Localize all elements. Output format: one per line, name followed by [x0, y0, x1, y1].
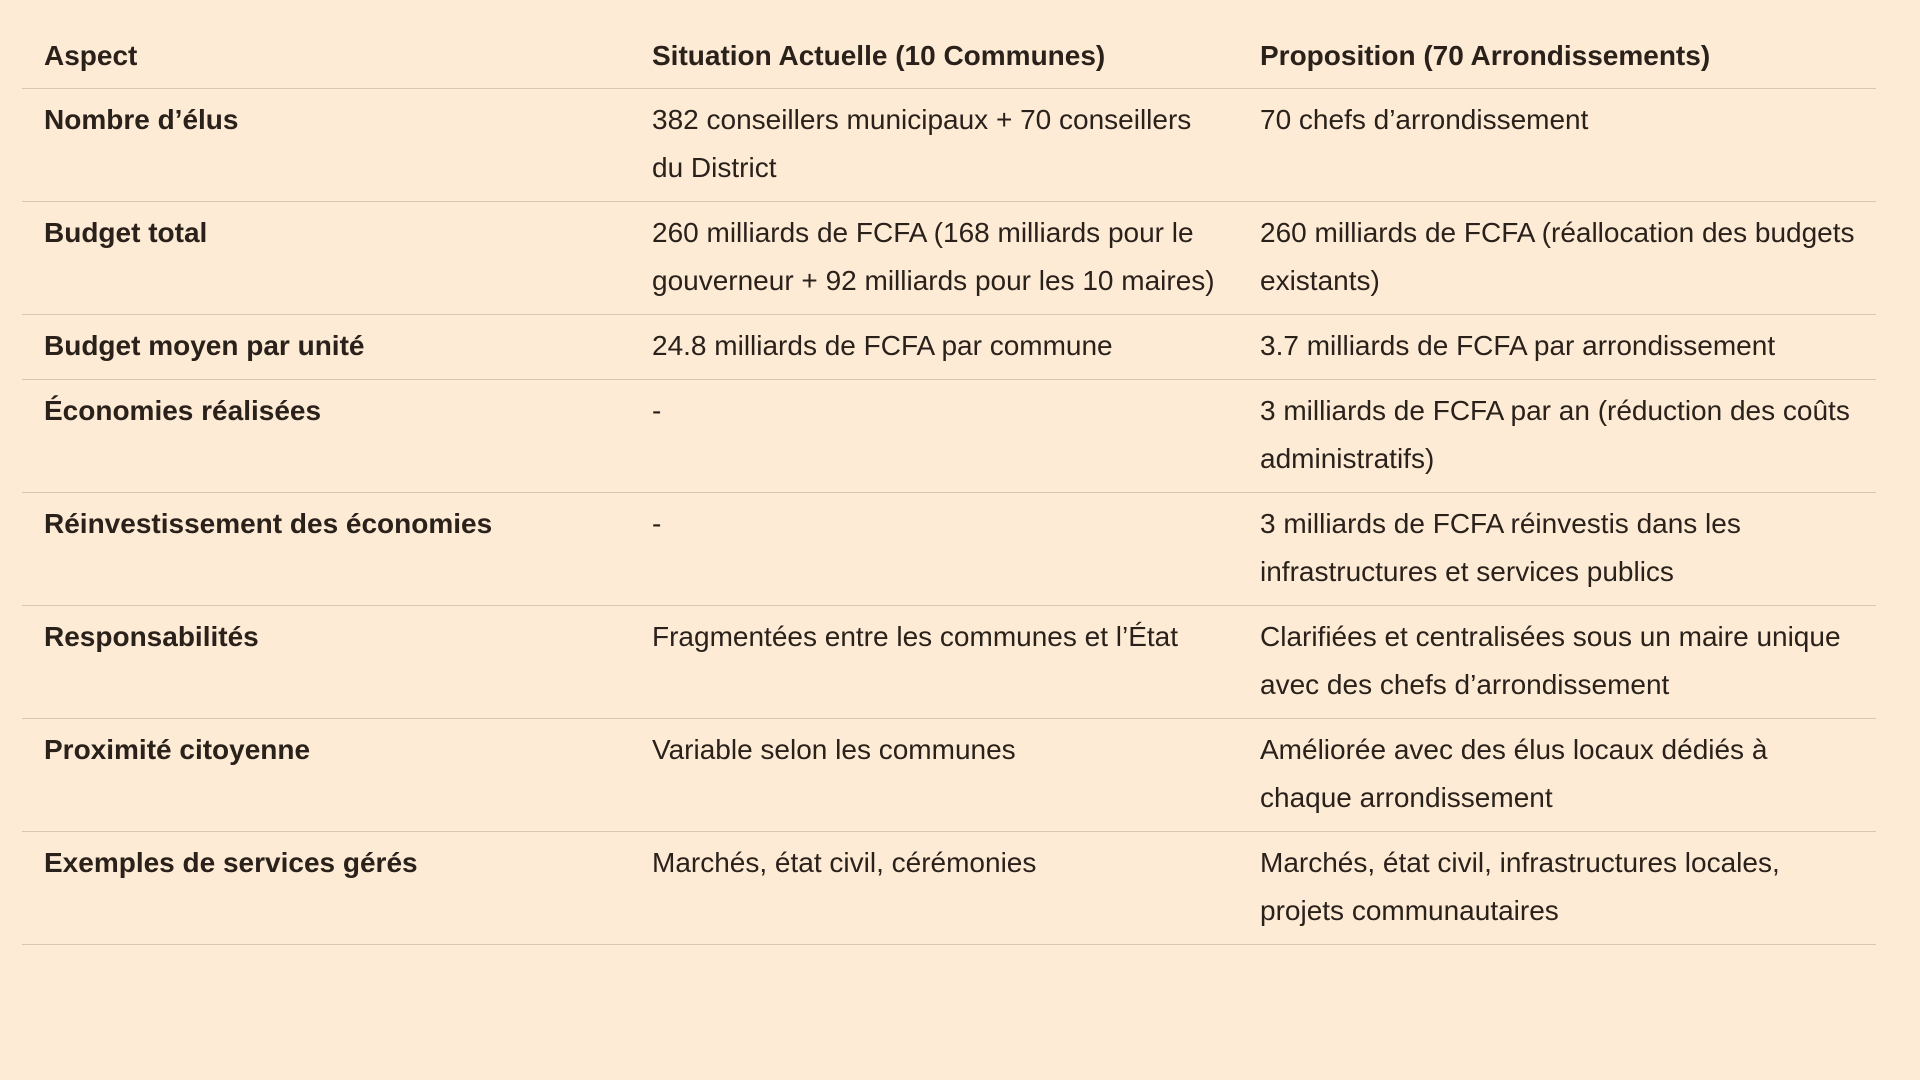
row-aspect-cell: Exemples de services gérés — [22, 832, 630, 945]
row-current-cell: 24.8 milliards de FCFA par commune — [630, 315, 1238, 380]
row-current-cell: 260 milliards de FCFA (168 milliards pour le gouverneur + 92 milliards pour les 10 maires) — [630, 202, 1238, 315]
row-proposal-cell: 70 chefs d’arrondissement — [1238, 89, 1876, 202]
table-row — [22, 315, 1876, 380]
row-aspect-cell: Budget total — [22, 202, 630, 315]
row-current-cell: Marchés, état civil, cérémonies — [630, 832, 1238, 945]
table-row — [22, 202, 1876, 315]
table-row — [22, 493, 1876, 606]
table-row — [22, 606, 1876, 719]
row-proposal-cell: Clarifiées et centralisées sous un maire unique avec des chefs d’arrondissement — [1238, 606, 1876, 719]
row-current-cell: - — [630, 380, 1238, 493]
row-proposal-cell: Améliorée avec des élus locaux dédiés à chaque arrondissement — [1238, 719, 1876, 832]
row-current-cell: Fragmentées entre les communes et l’État — [630, 606, 1238, 719]
row-proposal-cell: 3 milliards de FCFA réinvestis dans les infrastructures et services publics — [1238, 493, 1876, 606]
row-aspect-cell: Nombre d’élus — [22, 89, 630, 202]
table-row — [22, 380, 1876, 493]
row-proposal-cell: 260 milliards de FCFA (réallocation des budgets existants) — [1238, 202, 1876, 315]
header-current-situation: Situation Actuelle (10 Communes) — [630, 24, 1238, 89]
row-aspect-cell: Responsabilités — [22, 606, 630, 719]
row-proposal-cell: 3.7 milliards de FCFA par arrondissement — [1238, 315, 1876, 380]
table-row — [22, 719, 1876, 832]
table-row — [22, 89, 1876, 202]
row-current-cell: - — [630, 493, 1238, 606]
row-aspect-cell: Réinvestissement des économies — [22, 493, 630, 606]
row-aspect-cell: Budget moyen par unité — [22, 315, 630, 380]
row-aspect-cell: Économies réalisées — [22, 380, 630, 493]
row-current-cell: 382 conseillers municipaux + 70 conseillers du District — [630, 89, 1238, 202]
comparison-table — [22, 24, 1876, 945]
header-proposal: Proposition (70 Arrondissements) — [1238, 24, 1876, 89]
row-proposal-cell: 3 milliards de FCFA par an (réduction des coûts administratifs) — [1238, 380, 1876, 493]
table-row — [22, 832, 1876, 945]
row-aspect-cell: Proximité citoyenne — [22, 719, 630, 832]
header-aspect: Aspect — [22, 24, 630, 89]
row-current-cell: Variable selon les communes — [630, 719, 1238, 832]
row-proposal-cell: Marchés, état civil, infrastructures locales, projets communautaires — [1238, 832, 1876, 945]
table-header-row — [22, 24, 1876, 89]
